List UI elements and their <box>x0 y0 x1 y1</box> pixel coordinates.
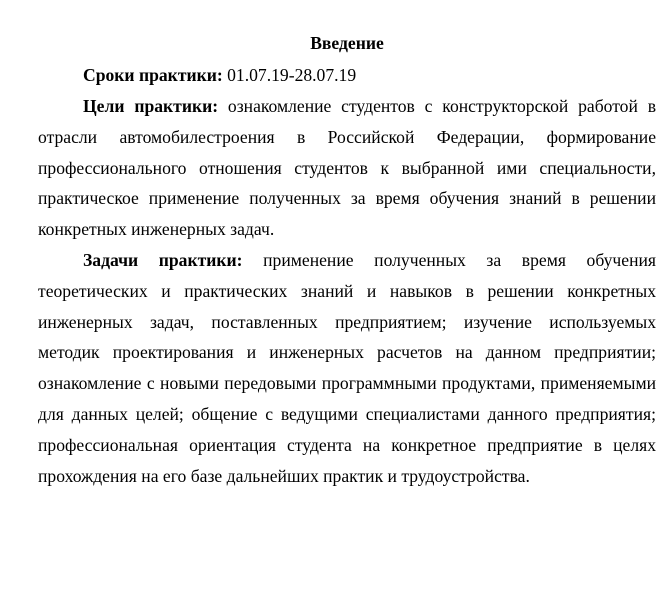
practice-tasks-paragraph <box>38 245 656 491</box>
practice-tasks-text: применение полученных за время обучения теоретических и практических знаний и навыков в решении конкретных инженерных задач, поставленных предприятием; изучение используемых методик проектирования и инженерных расчетов на данном предприятии; ознакомление с новыми передовыми программными продуктами, применяемыми для данных целей; общение с ведущими специалистами данного предприятия; профессиональная ориентация студента на конкретное предприятие в целях прохождения на его базе дальнейших практик и трудоустройства. <box>38 250 656 486</box>
section-heading: Введение <box>310 33 384 53</box>
practice-dates-label: Сроки практики: <box>83 65 223 85</box>
practice-goals-label: Цели практики: <box>83 96 219 116</box>
practice-dates-value: 01.07.19-28.07.19 <box>222 65 357 85</box>
practice-dates-paragraph <box>38 60 656 91</box>
practice-goals-text: ознакомление студентов с конструкторской работой в отрасли автомобилестроения в Российской Федерации, формирование профессионального отношения студентов к выбранной ими специальности, практическое применение полученных за время обучения знаний в решении конкретных инженерных задач. <box>38 96 657 240</box>
practice-tasks-label: Задачи практики: <box>83 250 243 270</box>
practice-goals-paragraph <box>38 91 656 245</box>
